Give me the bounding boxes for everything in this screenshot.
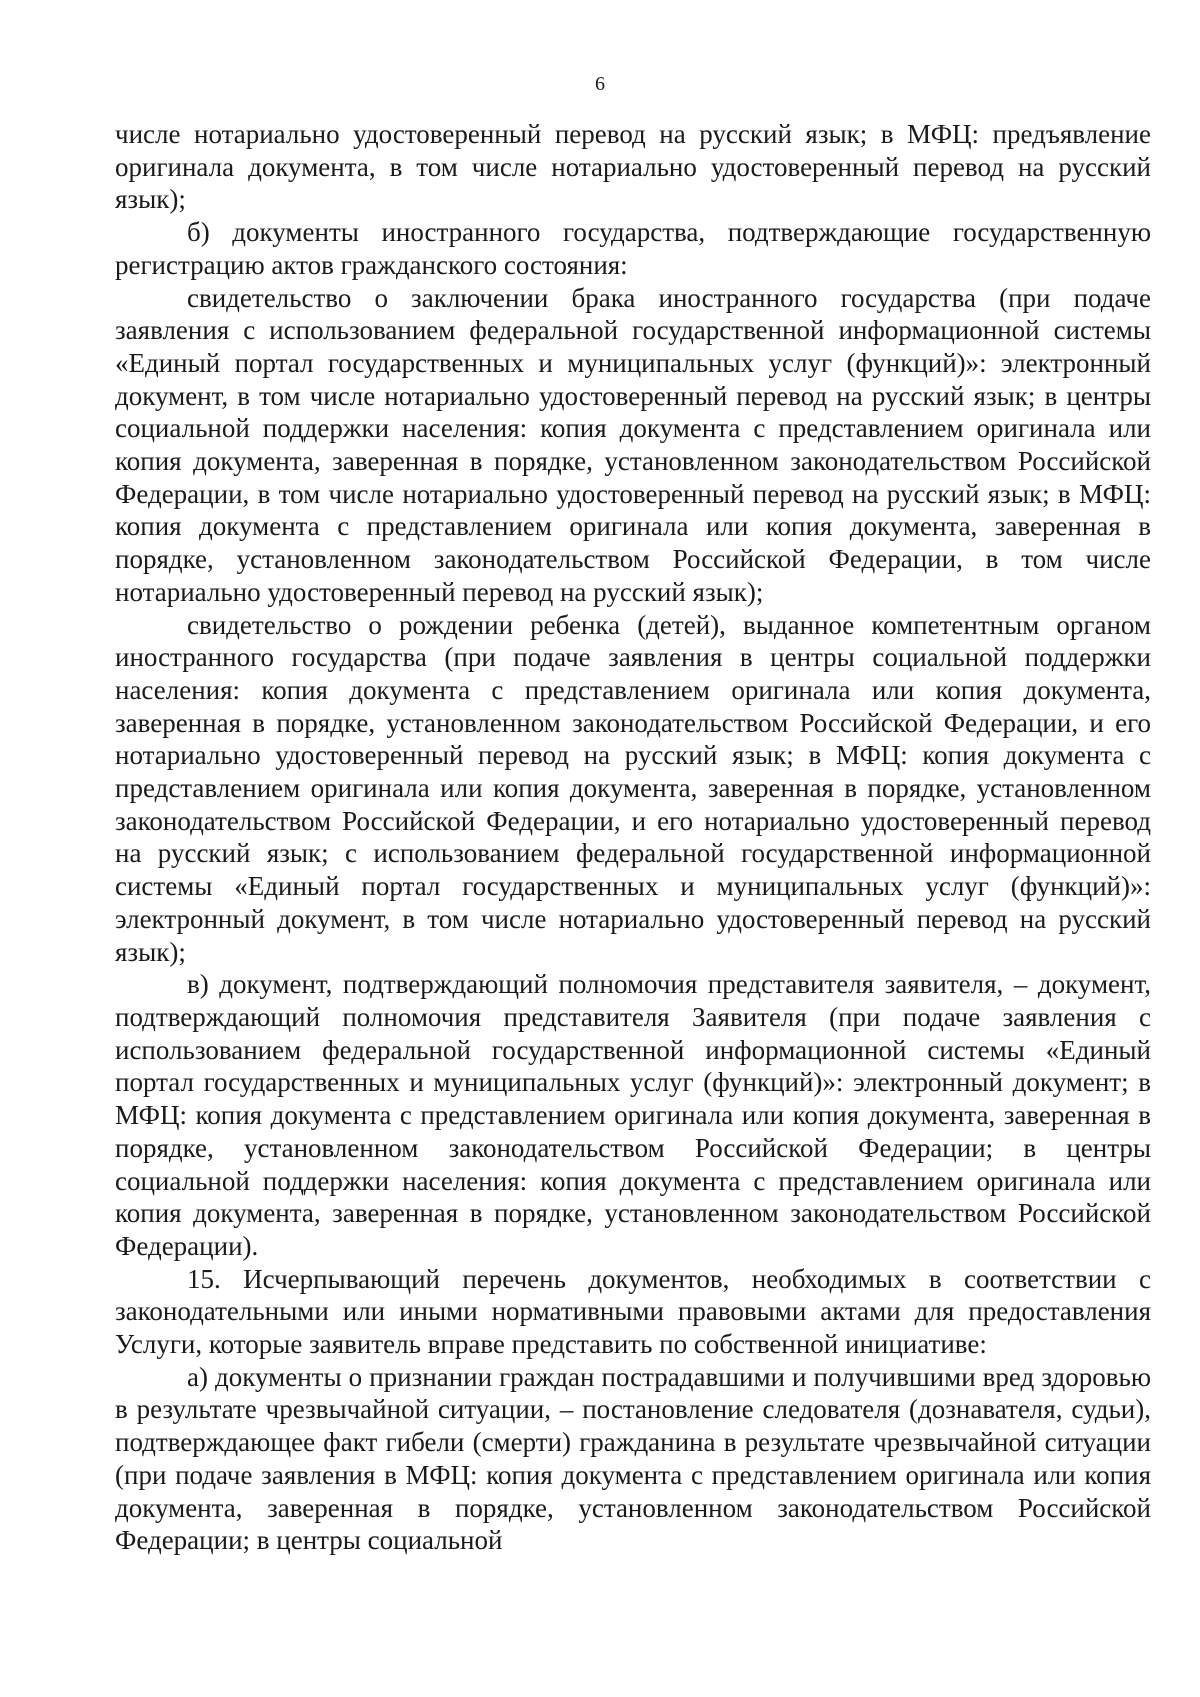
document-body xyxy=(115,118,1151,1557)
paragraph-item-a: а) документы о признании граждан пострадавшими и получившими вред здоровью в результате чрезвычайной ситуации, – постановление следователя (дознавателя, судьи), подтверждающее факт гибели (смерти) гражданина в результате чрезвычайной ситуации (при подаче заявления в МФЦ: копия документа с представлением оригинала или копия документа, заверенная в порядке, установленном законодательством Российской Федерации; в центры социальной xyxy=(115,1361,1151,1556)
paragraph-section-15: 15. Исчерпывающий перечень документов, необходимых в соответствии с законодательными или иными нормативными правовыми актами для предоставления Услуги, которые заявитель вправе представить по собственной инициативе: xyxy=(115,1263,1151,1360)
page-number: 6 xyxy=(595,73,605,95)
paragraph-birth-certificate: свидетельство о рождении ребенка (детей), выданное компетентным органом иностранного государства (при подаче заявления в центры социальной поддержки населения: копия документа с представлением оригинала или копия документа, заверенная в порядке, установленном законодательством Российской Федерации, и его нотариально удостоверенный перевод на русский язык; в МФЦ: копия документа с представлением оригинала или копия документа, заверенная в порядке, установленном законодательством Российской Федерации, и его нотариально удостоверенный перевод на русский язык; с использованием федеральной государственной информационной системы «Единый портал государственных и муниципальных услуг (функций)»: электронный документ, в том числе нотариально удостоверенный перевод на русский язык); xyxy=(115,609,1151,967)
paragraph-item-b: б) документы иностранного государства, подтверждающие государственную регистрацию актов гражданского состояния: xyxy=(115,217,1151,280)
paragraph-item-v: в) документ, подтверждающий полномочия представителя заявителя, – документ, подтверждающий полномочия представителя Заявителя (при подаче заявления с использованием федеральной государственной информационной системы «Единый портал государственных и муниципальных услуг (функций)»: электронный документ; в МФЦ: копия документа с представлением оригинала или копия документа, заверенная в порядке, установленном законодательством Российской Федерации; в центры социальной поддержки населения: копия документа с представлением оригинала или копия документа, заверенная в порядке, установленном законодательством Российской Федерации). xyxy=(115,969,1151,1261)
paragraph-continuation: числе нотариально удостоверенный перевод на русский язык; в МФЦ: предъявление оригинала документа, в том числе нотариально удостоверенный перевод на русский язык); xyxy=(115,119,1151,215)
paragraph-marriage-certificate: свидетельство о заключении брака иностранного государства (при подаче заявления с использованием федеральной государственной информационной системы «Единый портал государственных и муниципальных услуг (функций)»: электронный документ, в том числе нотариально удостоверенный перевод на русский язык; в центры социальной поддержки населения: копия документа с представлением оригинала или копия документа, заверенная в порядке, установленном законодательством Российской Федерации, в том числе нотариально удостоверенный перевод на русский язык; в МФЦ: копия документа с представлением оригинала или копия документа, заверенная в порядке, установленном законодательством Российской Федерации, в том числе нотариально удостоверенный перевод на русский язык); xyxy=(115,282,1151,607)
